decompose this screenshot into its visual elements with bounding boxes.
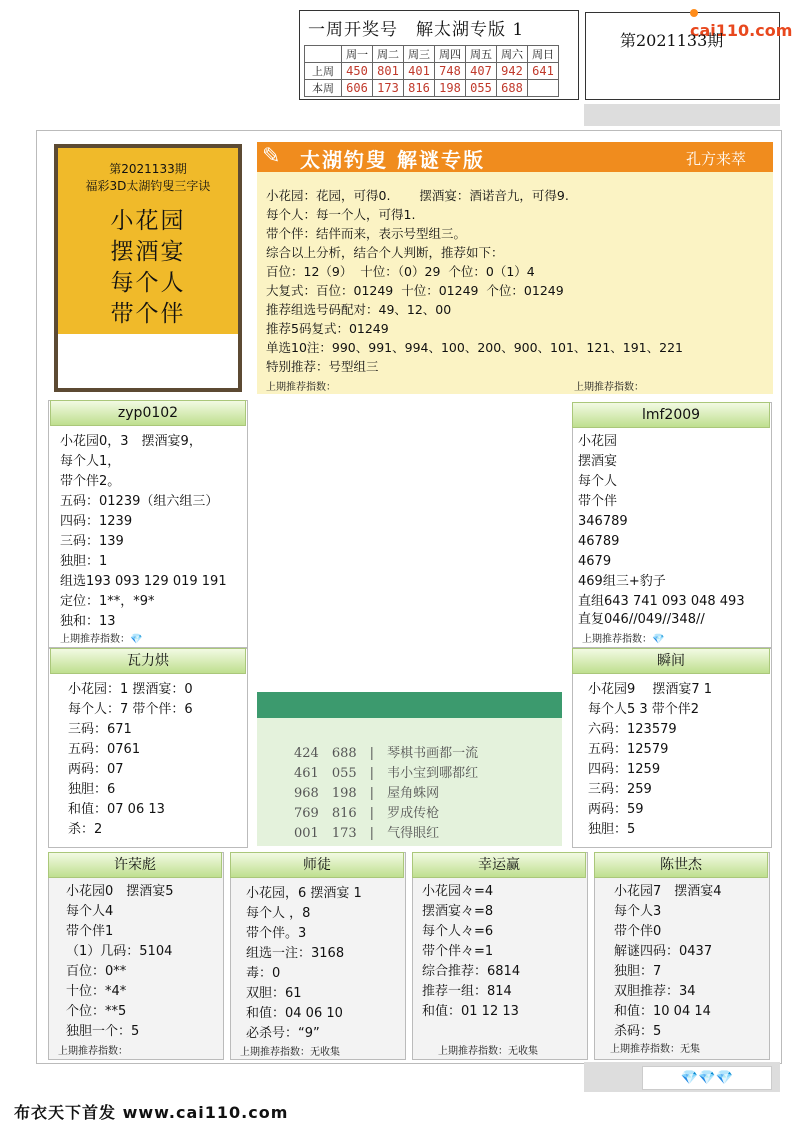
puzzle-author: 孔方来萃	[686, 150, 747, 168]
expert-line: 五码：01239（组六组三）	[60, 494, 219, 509]
puzzle-line: 大复式：百位：01249 十位：01249 个位：01249	[266, 283, 564, 298]
result-cell: 407	[466, 63, 497, 80]
expert-line: 带个伴	[578, 494, 618, 509]
footer-text: 布衣天下首发 www.cai110.com	[14, 1103, 289, 1122]
expert-line: 469组三+豹子	[578, 574, 666, 589]
expert-line: 每个人 ，8	[246, 906, 311, 921]
center-row-text: 琴棋书画都一流	[387, 746, 479, 761]
result-cell: 606	[342, 80, 373, 97]
expert-line: （1）几码：5104	[66, 944, 173, 959]
result-cell: 816	[404, 80, 435, 97]
expert-line: 46789	[578, 534, 620, 549]
puzzle-line: 每个人：每一个人，可得1.	[266, 207, 416, 222]
center-row-text: 罗成传枪	[387, 806, 440, 821]
expert-name: 瓦力烘	[50, 648, 246, 674]
expert-name: 陈世杰	[594, 852, 768, 878]
expert-line: 直复046//049//348//	[578, 612, 705, 627]
puzzle-title: 太湖钓叟 解谜专版	[300, 148, 485, 172]
expert-line: 独胆：5	[588, 822, 636, 837]
expert-line: 个位：**5	[66, 1004, 127, 1019]
center-row: 968 198 | 屋角蛛网	[294, 786, 440, 801]
index-label: 上期推荐指数：无收集	[438, 1046, 538, 1057]
poster-subtitle: 福彩3D太湖钓叟三字诀	[85, 179, 211, 193]
result-cell: 198	[435, 80, 466, 97]
expert-line: 独和：13	[60, 614, 116, 629]
expert-line: 每个人：7 带个伴：6	[68, 702, 193, 717]
expert-line: 小花园0 摆酒宴5	[66, 884, 174, 899]
poster-line: 带个伴	[110, 301, 186, 327]
expert-line: 必杀号：“9”	[246, 1026, 320, 1041]
expert-line: 两码：07	[68, 762, 124, 777]
poster-blank	[58, 334, 238, 388]
center-row-num: 461 055	[294, 766, 357, 781]
expert-line: 直组643 741 093 048 493	[578, 594, 745, 609]
expert-line: 4679	[578, 554, 612, 569]
puzzle-line: 带个伴：结伴而来，表示号型组三。	[266, 226, 467, 241]
logo-dot-icon	[690, 9, 698, 17]
day-header: 周一	[342, 46, 373, 63]
result-cell: 641	[528, 63, 559, 80]
expert-line: 五码：0761	[68, 742, 141, 757]
day-header: 周五	[466, 46, 497, 63]
result-cell: 748	[435, 63, 466, 80]
expert-line: 四码：1259	[588, 762, 661, 777]
expert-line: 小花园9 摆酒宴7 1	[588, 682, 713, 697]
expert-line: 小花园	[578, 434, 618, 449]
diamond-icon: 💎	[652, 634, 665, 645]
expert-line: 五码：12579	[588, 742, 669, 757]
expert-line: 双胆推荐：34	[614, 984, 696, 999]
expert-line: 带个伴々=1	[422, 944, 494, 959]
expert-line: 双胆：61	[246, 986, 302, 1001]
row-label: 上周	[305, 63, 342, 80]
expert-line: 每个人	[578, 474, 618, 489]
expert-line: 每个人1，	[60, 454, 121, 469]
expert-line: 346789	[578, 514, 628, 529]
rating-diamonds	[642, 1066, 772, 1090]
expert-line: 摆酒宴	[578, 454, 618, 469]
expert-line: 每个人々=6	[422, 924, 494, 939]
puzzle-line: 综合以上分析，结合个人判断，推荐如下：	[266, 245, 504, 260]
expert-line: 解谜四码：0437	[614, 944, 713, 959]
expert-line: 小花园々=4	[422, 884, 494, 899]
header-title: 一周开奖号 解太湖专版 1	[308, 20, 525, 40]
expert-line: 带个伴。3	[246, 926, 307, 941]
puzzle-line: 单选10注：990、991、994、100、200、900、101、121、191、221	[266, 340, 683, 355]
center-row: 424 688 | 琴棋书画都一流	[294, 746, 479, 761]
expert-line: 定位：1**，*9*	[60, 594, 155, 609]
center-row-num: 001 173	[294, 826, 357, 841]
diamond-icon: 💎💎💎	[680, 1070, 734, 1086]
expert-line: 百位：0**	[66, 964, 127, 979]
expert-line: 和值：01 12 13	[422, 1004, 519, 1019]
index-label: 上期推荐指数：无集	[610, 1044, 700, 1055]
expert-line: 三码：671	[68, 722, 132, 737]
expert-line: 独胆：7	[614, 964, 662, 979]
expert-line: 和值：07 06 13	[68, 802, 165, 817]
expert-line: 两码：59	[588, 802, 644, 817]
expert-line: 每个人3	[614, 904, 662, 919]
expert-line: 杀：2	[68, 822, 103, 837]
expert-line: 带个伴0	[614, 924, 662, 939]
center-row-text: 韦小宝到哪都红	[387, 766, 479, 781]
site-name: cai110.com	[690, 21, 793, 40]
day-header: 周四	[435, 46, 466, 63]
expert-name: 许荣彪	[48, 852, 222, 878]
result-cell: 688	[497, 80, 528, 97]
center-row-num: 769 816	[294, 806, 357, 821]
puzzle-line: 小花园：花园，可得0. 摆酒宴：酒诺音九，可得9.	[266, 188, 569, 203]
expert-line: 四码：1239	[60, 514, 133, 529]
result-cell: 173	[373, 80, 404, 97]
center-row-text: 屋角蛛网	[387, 786, 440, 801]
expert-line: 和值：04 06 10	[246, 1006, 343, 1021]
puzzle-line: 百位：12（9） 十位：（0）29 个位：0（1）4	[266, 264, 535, 279]
center-row: 461 055 | 韦小宝到哪都红	[294, 766, 479, 781]
result-cell: 450	[342, 63, 373, 80]
center-row: 769 816 | 罗成传枪	[294, 806, 440, 821]
weekly-results-table	[304, 45, 559, 97]
expert-line: 独胆：6	[68, 782, 116, 797]
expert-line: 小花园：1 摆酒宴：0	[68, 682, 193, 697]
expert-line: 组选193 093 129 019 191	[60, 574, 227, 589]
expert-line: 小花园7 摆酒宴4	[614, 884, 722, 899]
expert-line: 小花园0，3 摆酒宴9，	[60, 434, 202, 449]
poster-issue: 第2021133期	[109, 162, 187, 176]
expert-name: lmf2009	[572, 402, 770, 428]
expert-line: 推荐一组：814	[422, 984, 512, 999]
expert-line: 综合推荐：6814	[422, 964, 521, 979]
index-label: 上期推荐指数：	[574, 382, 644, 393]
row-label: 本周	[305, 80, 342, 97]
day-header: 周二	[373, 46, 404, 63]
expert-line: 独胆一个：5	[66, 1024, 140, 1039]
expert-line: 每个人4	[66, 904, 114, 919]
expert-name: zyp0102	[50, 400, 246, 426]
pen-icon: ✎	[262, 144, 281, 169]
index-label: 上期推荐指数：	[266, 382, 336, 393]
expert-name: 幸运赢	[412, 852, 586, 878]
puzzle-line: 推荐5码复式：01249	[266, 321, 389, 336]
puzzle-line: 推荐组选号码配对：49、12、00	[266, 302, 452, 317]
poster-line: 摆酒宴	[110, 239, 186, 265]
result-cell	[528, 80, 559, 97]
center-row-text: 气得眼红	[387, 826, 440, 841]
expert-name: 瞬间	[572, 648, 770, 674]
poster-line: 小花园	[110, 208, 186, 234]
result-cell: 801	[373, 63, 404, 80]
center-row: 001 173 | 气得眼红	[294, 826, 440, 841]
expert-line: 带个伴2。	[60, 474, 121, 489]
index-label: 上期推荐指数：	[60, 634, 130, 645]
expert-line: 杀码：5	[614, 1024, 662, 1039]
result-cell: 401	[404, 63, 435, 80]
expert-line: 十位：*4*	[66, 984, 127, 999]
expert-line: 六码：123579	[588, 722, 677, 737]
expert-line: 毒：0	[246, 966, 281, 981]
day-header: 周日	[528, 46, 559, 63]
expert-line: 组选一注：3168	[246, 946, 345, 961]
expert-line: 带个伴1	[66, 924, 114, 939]
diamond-icon: 💎	[130, 634, 143, 645]
day-header: 周六	[497, 46, 528, 63]
header-shadow	[584, 104, 780, 126]
index-label: 上期推荐指数：	[582, 634, 652, 645]
expert-line: 小花园，6 摆酒宴 1	[246, 886, 362, 901]
center-row-num: 968 198	[294, 786, 357, 801]
result-cell: 055	[466, 80, 497, 97]
weekly-results-panel	[299, 10, 579, 100]
result-cell: 942	[497, 63, 528, 80]
expert-name: 师徒	[230, 852, 404, 878]
center-green-bar	[257, 692, 562, 718]
index-label: 上期推荐指数：无收集	[240, 1047, 340, 1058]
expert-line: 摆酒宴々=8	[422, 904, 494, 919]
puzzle-line: 特别推荐：号型组三	[266, 359, 379, 374]
expert-line: 每个人5 3 带个伴2	[588, 702, 700, 717]
center-row-num: 424 688	[294, 746, 357, 761]
day-header: 周三	[404, 46, 435, 63]
index-label: 上期推荐指数：	[58, 1046, 128, 1057]
expert-line: 三码：139	[60, 534, 124, 549]
expert-line: 三码：259	[588, 782, 652, 797]
expert-line: 和值：10 04 14	[614, 1004, 711, 1019]
poster-line: 每个人	[110, 270, 186, 296]
issue-number: 第2021133期	[620, 31, 724, 50]
expert-line: 独胆：1	[60, 554, 108, 569]
